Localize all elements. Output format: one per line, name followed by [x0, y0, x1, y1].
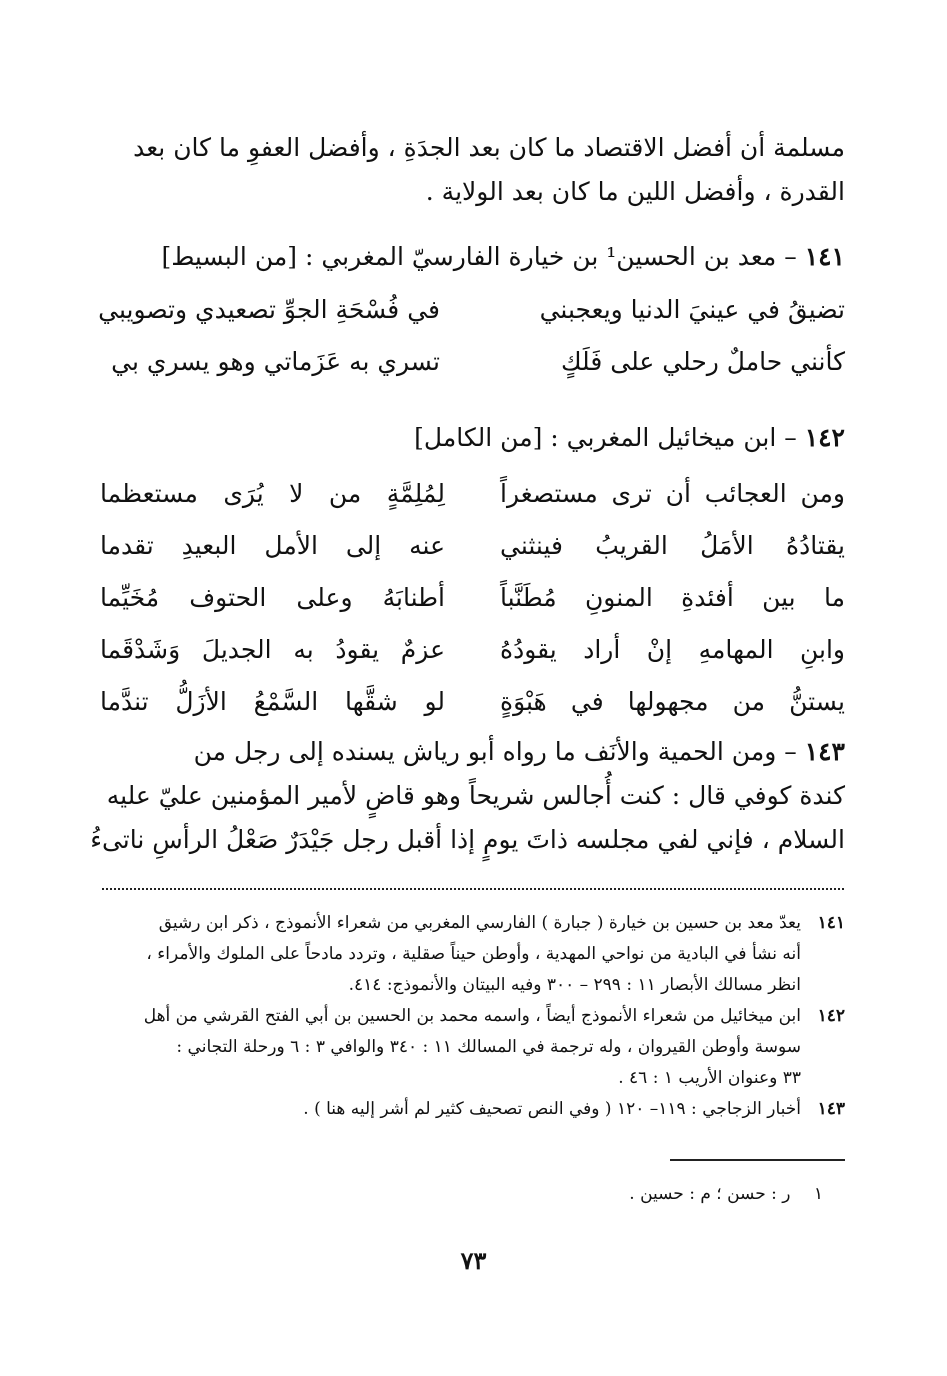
verse-first-hemistich: ومن العجائب أن ترى مستصغراً	[500, 479, 845, 508]
entry-141-verses	[100, 284, 845, 388]
note-line: ابن ميخائيل من شعراء الأنموذج أيضاً ، واسمه محمد بن الحسين بن أبي الفتح القرشي من أهل	[143, 1006, 801, 1026]
verse-row	[100, 468, 845, 520]
note-143	[100, 1094, 845, 1125]
note-line: ٣٣ وعنوان الأريب ١ : ٤٦ .	[618, 1068, 801, 1088]
note-141	[100, 908, 845, 1001]
verse-first-hemistich: يقتادُهُ الأمَلُ القريبُ فينثني	[500, 531, 845, 560]
entry-141-title: – معد بن الحسين¹ بن خيارة الفارسيّ المغربي : [من البسيط]	[161, 242, 797, 271]
note-line: سوسة وأوطن القيروان ، وله ترجمة في المسالك ١١ : ٣٤٠ والوافي ٣ : ٦ ورحلة التجاني :	[176, 1037, 801, 1057]
verse-second-hemistich: لو شقَّها السَّمْعُ الأزَلُّ تندَّما	[100, 687, 445, 716]
intro-paragraph	[100, 126, 845, 214]
verse-row	[100, 676, 845, 728]
verse-second-hemistich: أطنابَهُ وعلى الحتوف مُخَيِّما	[100, 583, 445, 612]
verse-first-hemistich: وابنِ المهامهِ إنْ أراد يقودُهُ	[500, 635, 845, 664]
entry-143-paragraph	[90, 730, 845, 862]
verse-row	[100, 520, 845, 572]
note-line: انظر مسالك الأبصار ١١ : ٢٩٩ – ٣٠٠ وفيه البيتان والأنموذج: ٤١٤.	[348, 975, 801, 995]
verse-first-hemistich: يستنُّ من مجهولها في هَبْوَةٍ	[500, 687, 845, 716]
verse-second-hemistich: في فُسْحَةِ الجوِّ تصعيدي وتصويبي	[98, 295, 440, 324]
entry-141-heading	[100, 237, 845, 277]
verse-first-hemistich: كأنني حاملٌ رحلي على فَلَكٍ	[560, 347, 845, 376]
note-line: أنه نشأ في البادية من نواحي المهدية ، وأوطن حيناً صقلية ، وتردد مادحاً على الملوك والأمراء ،	[146, 944, 801, 964]
page-number: ٧٣	[460, 1246, 487, 1275]
verse-second-hemistich: تسري به عَزَماتي وهو يسري بي	[111, 347, 440, 376]
footnote-text: ر : حسن ؛ م : حسين .	[629, 1184, 791, 1204]
entry-142-number: ١٤٢	[804, 423, 845, 452]
note-line: يعدّ معد بن حسين بن خيارة ( جبارة ) الفارسي المغربي من شعراء الأنموذج ، ذكر ابن رشيق	[158, 913, 801, 933]
note-number: ١٤٣	[817, 1099, 845, 1119]
note-142	[100, 1001, 845, 1094]
entry-142-heading	[100, 418, 845, 458]
verse-first-hemistich: ما بين أفئدةِ المنونِ مُطَنَّباً	[500, 583, 845, 612]
verse-second-hemistich: لِمُلِمَّةٍ من لا يُرَى مستعظما	[100, 479, 445, 508]
verse-second-hemistich: عنه إلى الأمل البعيدِ تقدما	[100, 531, 445, 560]
verse-row	[100, 572, 845, 624]
entry-143-line-3: السلام ، فإني لفي مجلسه ذاتَ يومٍ إذا أقبل رجل جَيْدَرٌ صَعْلُ الرأسِ ناتىءُ	[90, 825, 845, 854]
footnote-number: ١	[813, 1184, 823, 1204]
verse-row	[100, 284, 845, 336]
note-line: أخبار الزجاجي : ١١٩– ١٢٠ ( وفي النص تصحيف كثير لم أشر إليه هنا ) .	[303, 1099, 801, 1119]
entry-142-verses	[100, 468, 845, 728]
notes-section	[100, 908, 845, 1125]
verse-first-hemistich: تضيقُ في عينيَ الدنيا ويعجبني	[539, 295, 845, 324]
entry-141-number: ١٤١	[804, 242, 845, 271]
note-number: ١٤١	[817, 913, 845, 933]
intro-line-2: القدرة ، وأفضل اللين ما كان بعد الولاية .	[425, 177, 845, 206]
intro-line-1: مسلمة أن أفضل الاقتصاد ما كان بعد الجدَةِ ، وأفضل العفوِ ما كان بعد	[133, 133, 845, 162]
verse-row	[100, 624, 845, 676]
entry-143-line-1-text: – ومن الحمية والأنَف ما رواه أبو رياش يسنده إلى رجل من	[193, 737, 797, 766]
entry-143-line-2: كندة كوفي قال : كنت أُجالس شريحاً وهو قاضٍ لأمير المؤمنين عليّ عليه	[106, 781, 845, 810]
footnote	[629, 1180, 823, 1208]
entry-143-number: ١٤٣	[804, 737, 845, 766]
entry-143-line-1	[100, 730, 845, 774]
notes-separator	[102, 888, 844, 890]
verse-row	[100, 336, 845, 388]
entry-142-title: – ابن ميخائيل المغربي : [من الكامل]	[414, 423, 797, 452]
note-number: ١٤٢	[817, 1006, 845, 1026]
footnote-rule	[670, 1159, 845, 1161]
verse-second-hemistich: عزمٌ يقودُ به الجديلَ وَشَدْقَما	[100, 635, 445, 664]
